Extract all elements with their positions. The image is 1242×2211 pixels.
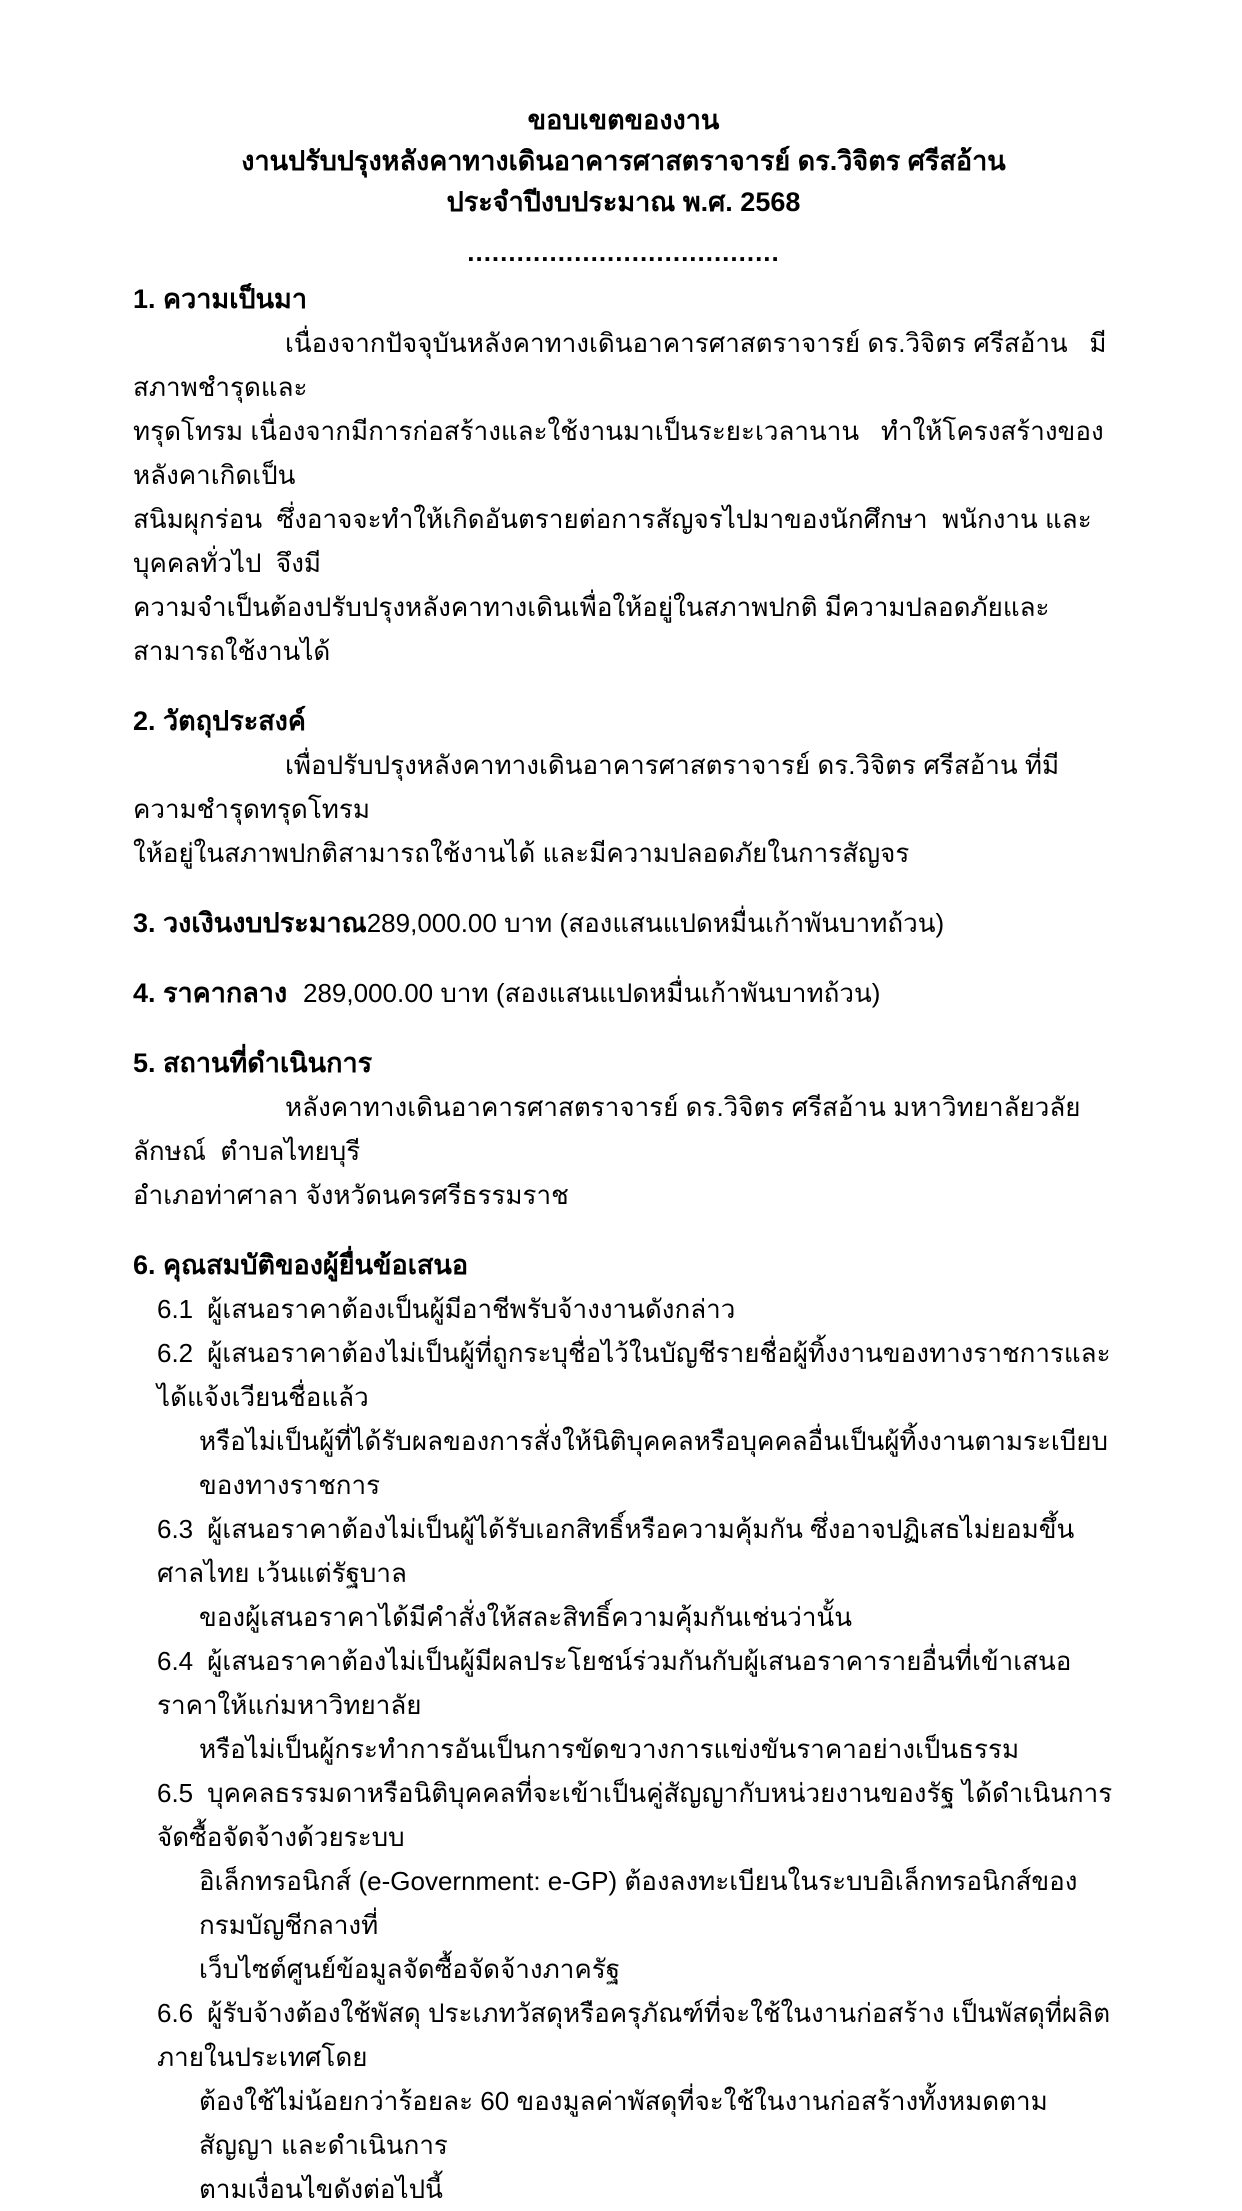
- qualification-item-6-3: [133, 1507, 1114, 1595]
- section-background-heading: 1. ความเป็นมา: [133, 284, 307, 314]
- section-qualifications: [133, 1243, 1114, 2211]
- item-number: 6.6: [157, 1998, 194, 2028]
- section-median-price-heading: 4. ราคากลาง: [133, 978, 288, 1008]
- section-location-line: อำเภอท่าศาลา จังหวัดนครศรีธรรมราช: [133, 1180, 569, 1210]
- qualification-item-6-5: [133, 1771, 1114, 1859]
- section-objective-line: ให้อยู่ในสภาพปกติสามารถใช้งานได้ และมีความปลอดภัยในการสัญจร: [133, 838, 910, 868]
- section-objective-heading: 2. วัตถุประสงค์: [133, 706, 306, 736]
- item-number: 6.1: [157, 1294, 194, 1324]
- section-background-line: สนิมผุกร่อน ซึ่งอาจจะทำให้เกิดอันตรายต่อการสัญจรไปมาของนักศึกษา พนักงาน และบุคคลทั่วไป จึงมี: [133, 504, 1092, 578]
- qualification-item-6-2: [133, 1331, 1114, 1419]
- section-budget-heading: 3. วงเงินงบประมาณ: [133, 908, 367, 938]
- qualification-item-6-1: [133, 1287, 1114, 1331]
- qualification-item-6-2-cont: หรือไม่เป็นผู้ที่ได้รับผลของการสั่งให้นิติบุคคลหรือบุคคลอื่นเป็นผู้ทิ้งงานตามระเบียบของทางราชการ: [199, 1426, 1109, 1500]
- fiscal-year-title: ประจำปีงบประมาณ พ.ศ. 2568: [446, 187, 801, 217]
- section-background-line: ความจำเป็นต้องปรับปรุงหลังคาทางเดินเพื่อให้อยู่ในสภาพปกติ มีความปลอดภัยและสามารถใช้งานได้: [133, 592, 1050, 666]
- qualification-item-6-6: [133, 1991, 1114, 2079]
- qualification-item-6-4: [133, 1639, 1114, 1727]
- section-objective: [133, 699, 1114, 875]
- qualification-item-6-4-cont: หรือไม่เป็นผู้กระทำการอันเป็นการขัดขวางการแข่งขันราคาอย่างเป็นธรรม: [199, 1734, 1020, 1764]
- item-text: ผู้เสนอราคาต้องไม่เป็นผู้ได้รับเอกสิทธิ์หรือความคุ้มกัน ซึ่งอาจปฏิเสธไม่ยอมขึ้นศาลไทย เว้นแต่รัฐบาล: [157, 1514, 1075, 1588]
- section-location: [133, 1041, 1114, 1217]
- section-background: [133, 277, 1114, 673]
- section-location-heading: 5. สถานที่ดำเนินการ: [133, 1048, 373, 1078]
- section-background-line: เนื่องจากปัจจุบันหลังคาทางเดินอาคารศาสตราจารย์ ดร.วิจิตร ศรีสอ้าน มีสภาพชำรุดและ: [133, 328, 1107, 402]
- qualification-item-6-5-cont: อิเล็กทรอนิกส์ (e-Government: e-GP) ต้องลงทะเบียนในระบบอิเล็กทรอนิกส์ของกรมบัญชีกลางที่: [199, 1866, 1078, 1940]
- item-text: ผู้รับจ้างต้องใช้พัสดุ ประเภทวัสดุหรือครุภัณฑ์ที่จะใช้ในงานก่อสร้าง เป็นพัสดุที่ผลิตภายในประเทศโดย: [157, 1998, 1111, 2072]
- doc-title: ขอบเขตของงาน: [527, 105, 720, 135]
- median-price-amount: 289,000.00 บาท (สองแสนแปดหมื่นเก้าพันบาทถ้วน): [303, 978, 881, 1008]
- item-number: 6.4: [157, 1646, 194, 1676]
- project-title: งานปรับปรุงหลังคาทางเดินอาคารศาสตราจารย์ ดร.วิจิตร ศรีสอ้าน: [241, 146, 1006, 176]
- dotted-divider: ......................................: [467, 237, 780, 267]
- qualification-item-6-6-cont: ต้องใช้ไม่น้อยกว่าร้อยละ 60 ของมูลค่าพัสดุที่จะใช้ในงานก่อสร้างทั้งหมดตามสัญญา และดำเนินการ: [199, 2086, 1048, 2160]
- section-objective-line: เพื่อปรับปรุงหลังคาทางเดินอาคารศาสตราจารย์ ดร.วิจิตร ศรีสอ้าน ที่มีความชำรุดทรุดโทรม: [133, 750, 1060, 824]
- item-text: ผู้เสนอราคาต้องไม่เป็นผู้ที่ถูกระบุชื่อไว้ในบัญชีรายชื่อผู้ทิ้งงานของทางราชการและได้แจ้งเวียนชื่อแล้ว: [157, 1338, 1111, 1412]
- section-median-price: [133, 971, 1114, 1015]
- item-number: 6.5: [157, 1778, 194, 1808]
- qualification-item-6-6-cont: ตามเงื่อนไขดังต่อไปนี้: [199, 2174, 443, 2204]
- section-budget: [133, 901, 1114, 945]
- section-location-line: หลังคาทางเดินอาคารศาสตราจารย์ ดร.วิจิตร ศรีสอ้าน มหาวิทยาลัยวลัยลักษณ์ ตำบลไทยบุรี: [133, 1092, 1081, 1166]
- qualification-item-6-3-cont: ของผู้เสนอราคาได้มีคำสั่งให้สละสิทธิ์ความคุ้มกันเช่นว่านั้น: [199, 1602, 852, 1632]
- item-number: 6.3: [157, 1514, 194, 1544]
- section-background-line: ทรุดโทรม เนื่องจากมีการก่อสร้างและใช้งานมาเป็นระยะเวลานาน ทำให้โครงสร้างของหลังคาเกิดเป็น: [133, 416, 1104, 490]
- item-number: 6.2: [157, 1338, 194, 1368]
- qualification-item-6-5-cont: เว็บไซต์ศูนย์ข้อมูลจัดซื้อจัดจ้างภาครัฐ: [199, 1954, 621, 1984]
- item-text: ผู้เสนอราคาต้องไม่เป็นผู้มีผลประโยชน์ร่วมกันกับผู้เสนอราคารายอื่นที่เข้าเสนอราคาให้แก่มหาวิทยาลัย: [157, 1646, 1072, 1720]
- section-qualifications-heading: 6. คุณสมบัติของผู้ยื่นข้อเสนอ: [133, 1250, 469, 1280]
- item-text: ผู้เสนอราคาต้องเป็นผู้มีอาชีพรับจ้างงานดังกล่าว: [207, 1294, 736, 1324]
- budget-amount: 289,000.00 บาท (สองแสนแปดหมื่นเก้าพันบาทถ้วน): [366, 908, 945, 938]
- item-text: บุคคลธรรมดาหรือนิติบุคคลที่จะเข้าเป็นคู่สัญญากับหน่วยงานของรัฐ ได้ดำเนินการจัดซื้อจัดจ้างด้วยระบบ: [157, 1778, 1113, 1852]
